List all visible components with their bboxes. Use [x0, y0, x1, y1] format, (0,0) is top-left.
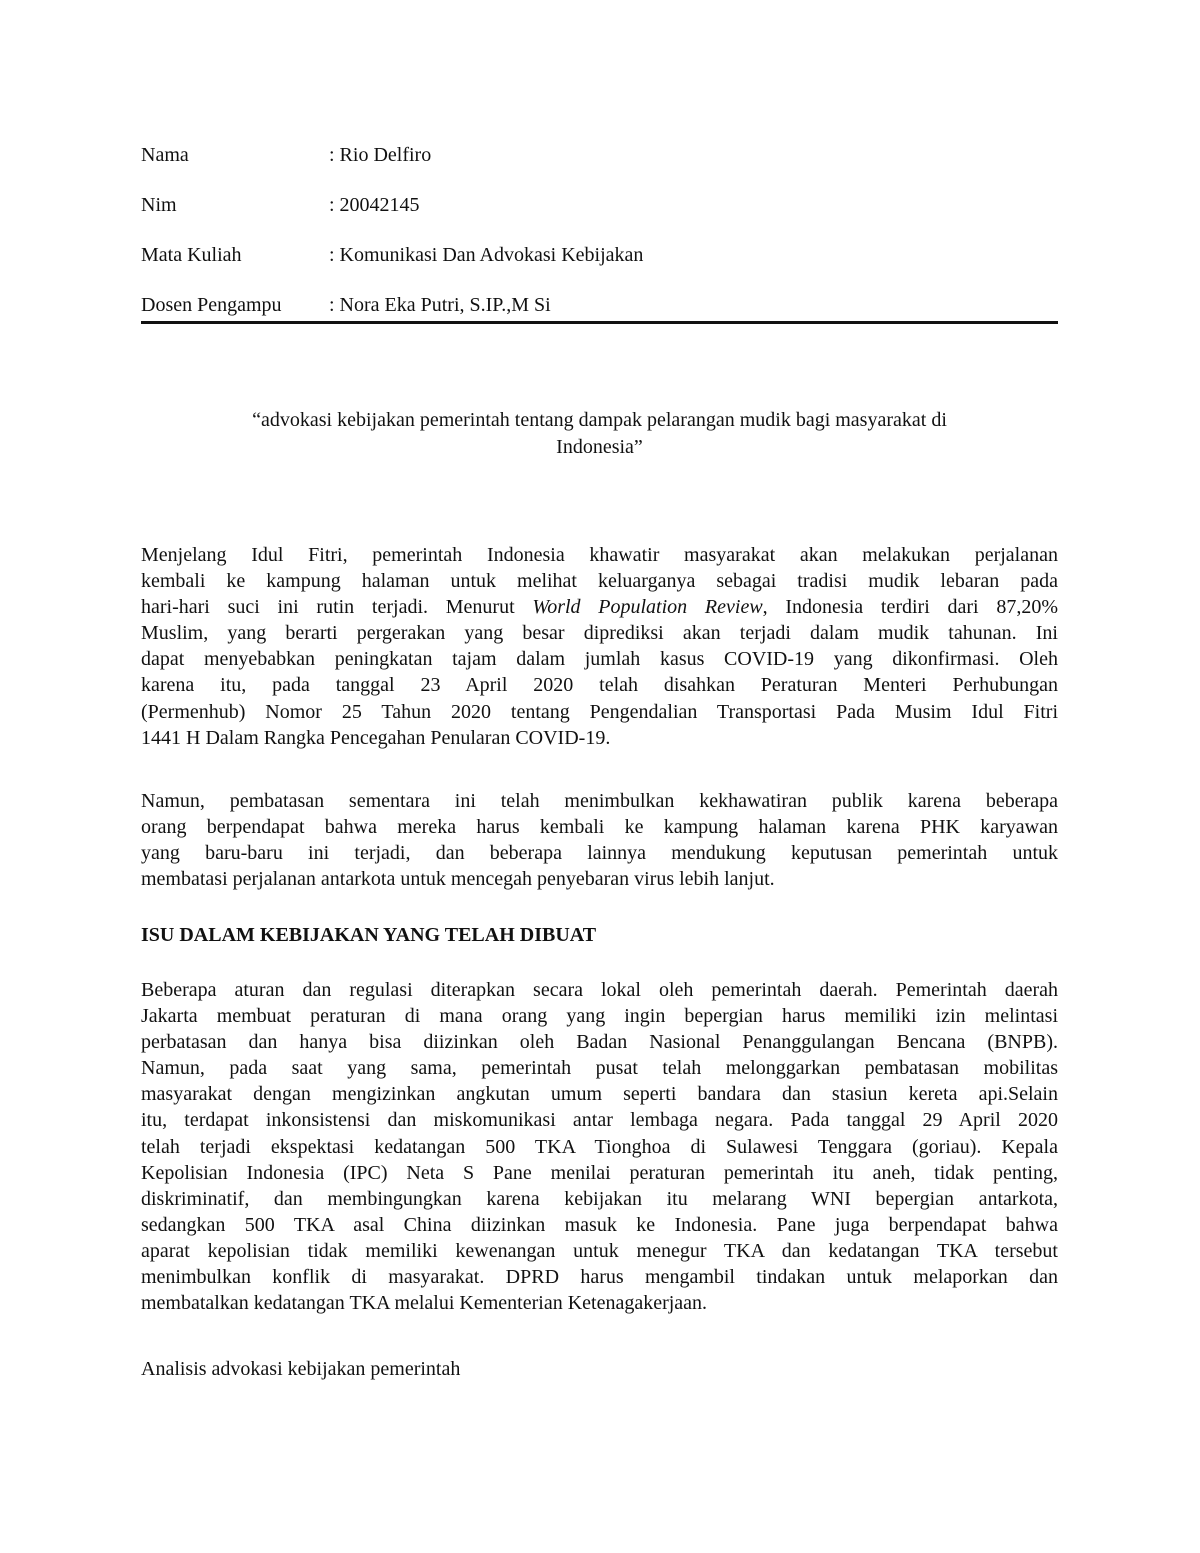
text-line: menimbulkan konflik di masyarakat. DPRD harus mengambil tindakan untuk melaporkan dan [141, 1266, 1058, 1289]
info-row-nama [141, 142, 1058, 168]
text-line: Namun, pada saat yang sama, pemerintah pusat telah melonggarkan pembatasan mobilitas [141, 1057, 1058, 1080]
text-line: (Permenhub) Nomor 25 Tahun 2020 tentang Pengendalian Transportasi Pada Musim Idul Fitri [141, 700, 1058, 723]
text-line: 1441 H Dalam Rangka Pencegahan Penularan COVID-19. [141, 726, 611, 749]
info-label: Nim [141, 194, 177, 216]
title-line-1: “advokasi kebijakan pemerintah tentang dampak pelarangan mudik bagi masyarakat di [252, 409, 947, 431]
info-row-nim [141, 192, 1058, 218]
paragraph-intro [141, 542, 1058, 751]
text-line: diskriminatif, dan membingungkan karena kebijakan itu melarang WNI bepergian antarkota, [141, 1187, 1058, 1210]
student-info-table [141, 142, 1058, 318]
text-line: membatasi perjalanan antarkota untuk mencegah penyebaran virus lebih lanjut. [141, 868, 775, 891]
text-line: telah terjadi ekspektasi kedatangan 500 TKA Tionghoa di Sulawesi Tenggara (goriau). Kepala [141, 1135, 1058, 1158]
info-label: Mata Kuliah [141, 244, 242, 266]
document-title [141, 407, 1058, 461]
info-value: : Rio Delfiro [329, 144, 432, 166]
info-label: Nama [141, 144, 189, 166]
title-line-2: Indonesia” [556, 436, 643, 458]
section-heading: ISU DALAM KEBIJAKAN YANG TELAH DIBUAT [141, 924, 597, 946]
info-value: : 20042145 [329, 194, 420, 216]
text-line: Jakarta membuat peraturan di mana orang yang ingin bepergian harus memiliki izin melintasi [141, 1005, 1058, 1028]
text-line: masyarakat dengan mengizinkan angkutan umum seperti bandara dan stasiun kereta api.Selain [141, 1083, 1058, 1106]
text-line: Namun, pembatasan sementara ini telah menimbulkan kekhawatiran publik karena beberapa [141, 790, 1058, 812]
text-line: itu, terdapat inkonsistensi dan miskomunikasi antar lembaga negara. Pada tanggal 29 April 2020 [141, 1109, 1058, 1132]
text-line: orang berpendapat bahwa mereka harus kembali ke kampung halaman karena PHK karyawan [141, 816, 1058, 839]
text-line: kembali ke kampung halaman untuk melihat keluarganya sebagai tradisi mudik lebaran pada [141, 570, 1058, 593]
info-row-mata-kuliah [141, 242, 1058, 268]
info-value: : Nora Eka Putri, S.IP.,M Si [329, 294, 551, 316]
paragraph-public-concern [141, 788, 1058, 892]
text-line: yang baru-baru ini terjadi, dan beberapa lainnya mendukung keputusan pemerintah untuk [141, 842, 1058, 865]
text-line: perbatasan dan hanya bisa diizinkan oleh Badan Nasional Penanggulangan Bencana (BNPB). [141, 1031, 1058, 1054]
text-line: membatalkan kedatangan TKA melalui Kementerian Ketenagakerjaan. [141, 1292, 708, 1315]
text-line: Kepolisian Indonesia (IPC) Neta S Pane menilai peraturan pemerintah itu aneh, tidak penting, [141, 1161, 1058, 1184]
text-line: sedangkan 500 TKA asal China diizinkan masuk ke Indonesia. Pane juga berpendapat bahwa [141, 1213, 1058, 1236]
header-divider [141, 321, 1058, 324]
info-value: : Komunikasi Dan Advokasi Kebijakan [329, 244, 644, 266]
text-run: hari-hari suci ini rutin terjadi. Menurut [141, 596, 533, 619]
source-citation: World Population Review [532, 596, 763, 619]
analysis-heading: Analisis advokasi kebijakan pemerintah [141, 1358, 461, 1380]
text-line: aparat kepolisian tidak memiliki kewenangan untuk menegur TKA dan kedatangan TKA tersebut [141, 1239, 1058, 1262]
text-run: , Indonesia terdiri dari 87,20% [762, 596, 1058, 619]
text-line: dapat menyebabkan peningkatan tajam dalam jumlah kasus COVID-19 yang dikonfirmasi. Oleh [141, 648, 1058, 671]
text-line: Muslim, yang berarti pergerakan yang besar diprediksi akan terjadi dalam mudik tahunan. Ini [141, 622, 1058, 645]
paragraph-policy-issues [141, 977, 1058, 1316]
text-line: Menjelang Idul Fitri, pemerintah Indonesia khawatir masyarakat akan melakukan perjalanan [141, 544, 1058, 566]
info-row-dosen-pengampu [141, 292, 1058, 318]
info-label: Dosen Pengampu [141, 294, 282, 316]
text-line: Beberapa aturan dan regulasi diterapkan secara lokal oleh pemerintah daerah. Pemerintah daerah [141, 979, 1058, 1001]
text-line [141, 594, 1058, 620]
text-line: karena itu, pada tanggal 23 April 2020 telah disahkan Peraturan Menteri Perhubungan [141, 674, 1058, 697]
